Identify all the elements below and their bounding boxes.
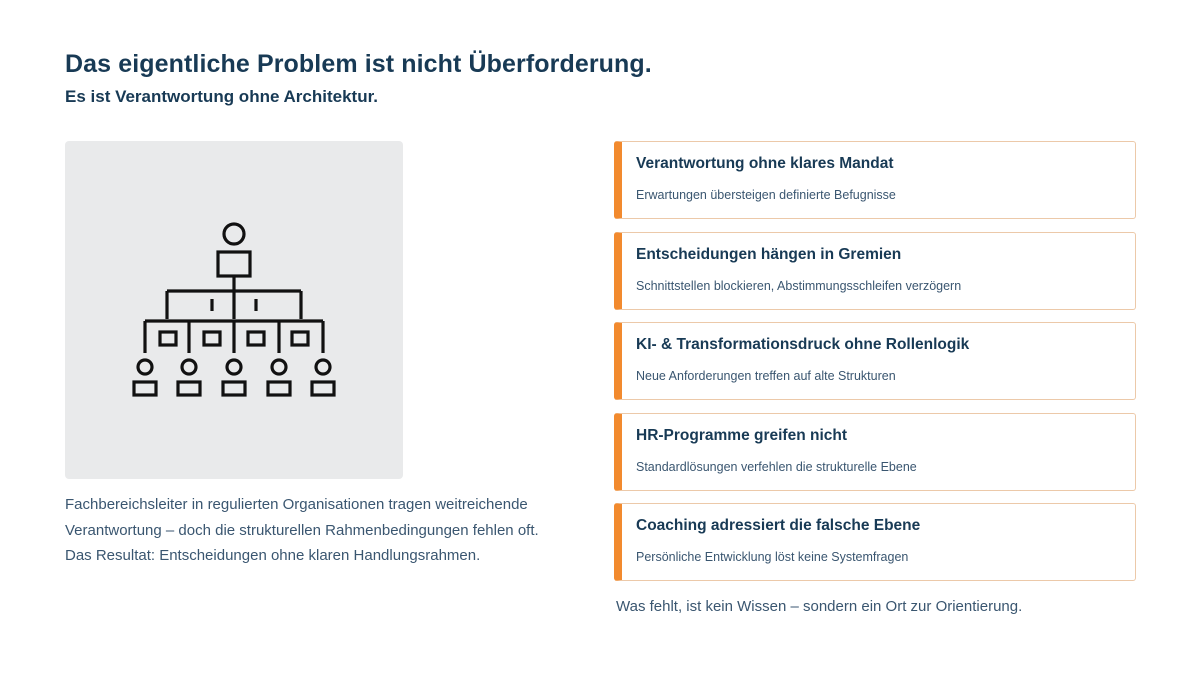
problem-card xyxy=(614,141,1136,219)
card-description: Erwartungen übersteigen definierte Befugnisse xyxy=(636,188,896,202)
card-title: Coaching adressiert die falsche Ebene xyxy=(636,517,921,534)
card-title: HR-Programme greifen nicht xyxy=(636,426,848,444)
card-description: Neue Anforderungen treffen auf alte Strukturen xyxy=(636,369,896,383)
card-description: Persönliche Entwicklung löst keine Systemfragen xyxy=(636,550,909,564)
card-title: Entscheidungen hängen in Gremien xyxy=(636,245,902,263)
intro-line: Das Resultat: Entscheidungen ohne klaren Handlungsrahmen. xyxy=(65,547,481,564)
intro-paragraph xyxy=(65,492,585,569)
problem-card-list xyxy=(614,141,1136,594)
page-title: Das eigentliche Problem ist nicht Überforderung. xyxy=(65,50,652,78)
problem-card xyxy=(614,503,1136,581)
problem-card xyxy=(614,322,1136,400)
card-title: Verantwortung ohne klares Mandat xyxy=(636,155,894,172)
intro-line: Fachbereichsleiter in regulierten Organisationen tragen weitreichende xyxy=(65,496,528,513)
card-description: Schnittstellen blockieren, Abstimmungsschleifen verzögern xyxy=(636,278,962,293)
org-chart-icon xyxy=(65,141,403,479)
problem-card xyxy=(614,232,1136,310)
closing-statement: Was fehlt, ist kein Wissen – sondern ein Ort zur Orientierung. xyxy=(616,598,1023,615)
problem-card xyxy=(614,413,1136,491)
intro-line: Verantwortung – doch die strukturellen Rahmenbedingungen fehlen oft. xyxy=(65,521,539,539)
illustration-panel xyxy=(65,141,403,479)
card-description: Standardlösungen verfehlen die strukturelle Ebene xyxy=(636,459,917,474)
page-subtitle: Es ist Verantwortung ohne Architektur. xyxy=(65,87,378,106)
card-title: KI- & Transformationsdruck ohne Rollenlogik xyxy=(636,336,970,353)
